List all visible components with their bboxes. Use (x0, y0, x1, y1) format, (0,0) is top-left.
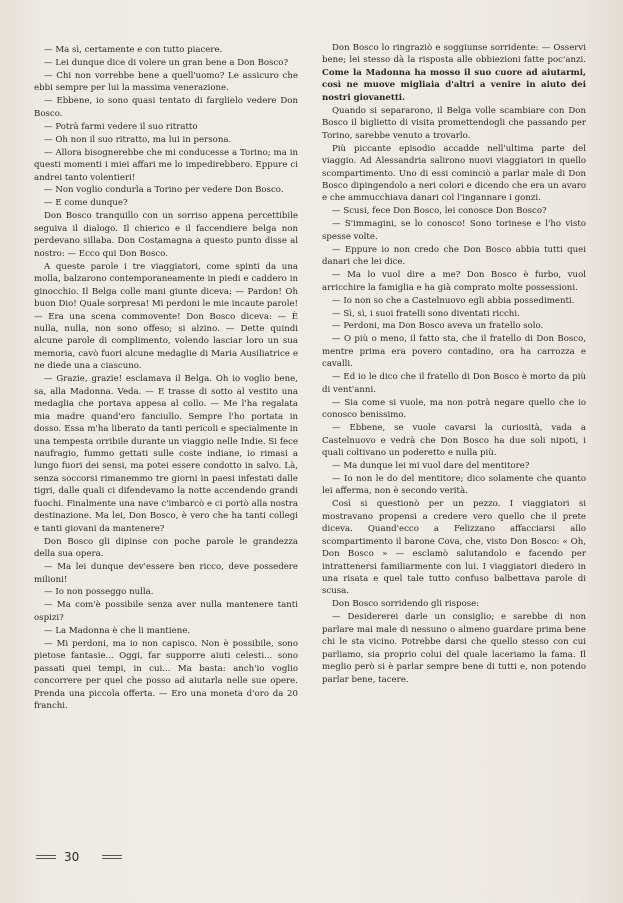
paragraph: — Ma com'è possibile senza aver nulla mantenere tanti ospizi? (34, 600, 298, 623)
paragraph: Quando si separarono, il Belga volle scambiare con Don Bosco il biglietto di visita promettendogli che passando per Torino, sarebbe venuto a trovarlo. (322, 105, 586, 141)
paragraph: — Io non posseggo nulla. (44, 587, 154, 598)
paragraph: — Ma lei dunque dev'essere ben ricco, deve possedere milioni! (34, 562, 298, 585)
page-number: 30 (64, 850, 80, 864)
paragraph: — Sia come si vuole, ma non potrà negare quello che io conosco benissimo. (322, 397, 586, 421)
paragraph: Don Bosco gli dipinse con poche parole le grandezza della sua opera. (34, 536, 298, 560)
paragraph: — Potrà farmi vedere il suo ritratto (44, 121, 198, 132)
folio-ornament-right (102, 855, 122, 859)
paragraph: — Ed io le dico che il fratello di Don Bosco è morto da più di vent'anni. (322, 372, 586, 395)
paragraph: — Ma dunque lei mi vuol dare del mentitore? (332, 460, 530, 471)
paragraph: Don Bosco tranquillo con un sorriso appena percettibile seguiva il dialogo. Il chierico e il faccendiere belga non perdevano sillaba. Don Costamagna a questo punto disse al nostro: — Ecco qui Don Bosco. (34, 211, 298, 259)
paragraph: — Io non so che a Castelnuovo egli abbia possedimenti. (332, 295, 575, 306)
paragraph: — Ma lo vuol dire a me? Don Bosco è furbo, vuol arricchire la famiglia e ha già comprato molte possessioni. (322, 270, 586, 293)
page-folio (36, 852, 156, 868)
paragraph: A queste parole i tre viaggiatori, come spinti da una molla, balzarono contemporaneamente in piedi e caddero in ginocchio. Il Belga colle mani giunte diceva: — Pardon! Oh buon Dio! Quale sorpresa! Mi perdoni le mie incaute parole! — Era una scena commovente! Don Bosco diceva: — È nulla, nulla, non sono offeso; si alzino. — Dette quindi alcune parole di complimento, volendo lasciar loro un sua memoria, cavò fuori alcune medaglie di Maria Ausiliatrice e ne diede una a ciascuno. (34, 261, 299, 372)
paragraph: — E come dunque? (44, 198, 128, 209)
bold-passage: Come la Madonna ha mosso il suo cuore ad aiutarmi, così ne muove migliaia d'altri a venire in aiuto dei nostri giovanetti. (322, 67, 586, 103)
right-text-column (322, 42, 586, 687)
paragraph: — Eppure io non credo che Don Bosco abbia tutti quei danari che lei dice. (322, 244, 586, 268)
folio-ornament-left (36, 855, 56, 859)
paragraph: — Ma sì, certamente e con tutto piacere. (44, 45, 223, 55)
paragraph: — Perdoni, ma Don Bosco aveva un fratello solo. (332, 321, 544, 332)
paragraph: — Sì, sì, i suoi fratelli sono diventati ricchi. (332, 308, 520, 319)
paragraph: — Desidererei darle un consiglio; e sarebbe di non parlare mai male di nessuno o almeno guardare prima bene chi le sta vicino. Potrebbe darsi che quello stesso con cui parliamo, sia proprio colui del quale laceriamo la fama. Il meglio però si è parlar sempre bene di tutti e, non potendo parlar bene, tacere. (322, 612, 586, 685)
paragraph: — Oh non il suo ritratto, ma lui in persona. (44, 134, 232, 145)
paragraph: — O più o meno, il fatto sta, che il fratello di Don Bosco, mentre prima era povero contadino, ora ha carrozza e cavalli. (322, 334, 586, 370)
paragraph-lead: Don Bosco lo ringraziò e soggiunse sorridente: — Osservi bene; lei stesso dà la risposta alle obbiezioni fatte poc'anzi. (322, 43, 586, 66)
paragraph: — Scusi, fece Don Bosco, lei conosce Don Bosco? (332, 206, 547, 217)
paragraph (322, 42, 586, 104)
paragraph: — Ebbene, io sono quasi tentato di farglielo vedere Don Bosco. (34, 96, 298, 119)
left-text-column (34, 44, 298, 713)
paragraph: — S'immagini, se lo conosco! Sono torinese e l'ho visto spesse volte. (322, 219, 586, 242)
paragraph: Così si questionò per un pezzo. I viaggiatori si mostravano propensi a credere vero quello che il prete diceva. Quand'ecco a Felizzano affacciarsi allo scompartimento il barone Cova, che, visto Don Bosco: « Oh, Don Bosco » — esclamò salutandolo e facendo per intrattenersi familiarmente con lui. I viaggiatori diedero in una risata e quel tale tutto confuso balbettava parole di scusa. (322, 499, 586, 597)
paragraph: — Allora bisognerebbe che mi conducesse a Torino; ma in questi momenti i miei affari me lo impedirebbero. Eppure ci andrei tanto volentieri! (34, 147, 298, 183)
paragraph: — Io non le do del mentitore; dico solamente che quanto lei afferma, non è secondo verità. (322, 473, 586, 497)
paragraph: — Grazie, grazie! esclamava il Belga. Oh io voglio bene, sa, alla Madonna. Veda. — E trasse di sotto al vestito una medaglia che portava appesa al collo. — Me l'ha regalata mia madre quand'ero fanciullo. Sempre l'ho portata in dosso. Essa m'ha liberato da tanti pericoli e specialmente in una tempesta orribile durante un viaggio nelle Indie. Si fece naufragio, fummo gettati sulle coste indiane, io rimasi a lungo fuori dei sensi, ma potei essere condotto in salvo. Là, senza soccorsi rimanemmo tre giorni in paesi infestati dalle tigri, dalle quali ci difendevamo la notte accendendo grandi fuochi. Finalmente una nave c'imbarcò e ci portò alla nostra destinazione. Ma lei, Don Bosco, è vero che ha tanti collegi e tanti giovani da mantenere? (34, 374, 298, 534)
paragraph: Più piccante episodio accadde nell'ultima parte del viaggio. Ad Alessandria salirono nuovi viaggiatori in quello scompartimento. Uno di essi cominciò a parlar male di Don Bosco dipingendolo a neri colori e dicendo che era un avaro e che ammucchiava danari col l'ingannare i gonzi. (322, 143, 586, 204)
paragraph: — Chi non vorrebbe bene a quell'uomo? Le assicuro che ebbi sempre per lui la massima venerazione. (34, 70, 298, 94)
paragraph: — Mi perdoni, ma io non capisco. Non è possibile, sono pietose fantasie... Oggi, far supporre aiuti celesti... sono passati quei tempi, in cui... Ma basta: anch'io voglio concorrere per quel che posso ad aiutarla nelle sue opere. Prenda una piccola offerta. — Ero una moneta d'oro da 20 franchi. (34, 638, 298, 712)
paragraph: — La Madonna è che li mantiene. (44, 625, 191, 636)
paragraph: — Lei dunque dice di volere un gran bene a Don Bosco? (44, 57, 289, 68)
paragraph: Don Bosco sorridendo gli rispose: (332, 599, 480, 610)
paragraph: — Non voglio condurla a Torino per vedere Don Bosco. (44, 185, 284, 196)
paragraph: — Ebbene, se vuole cavarsi la curiosità, vada a Castelnuovo e vedrà che Don Bosco ha due soli nipoti, i quali coltivano un poderetto e nulla più. (322, 423, 586, 458)
